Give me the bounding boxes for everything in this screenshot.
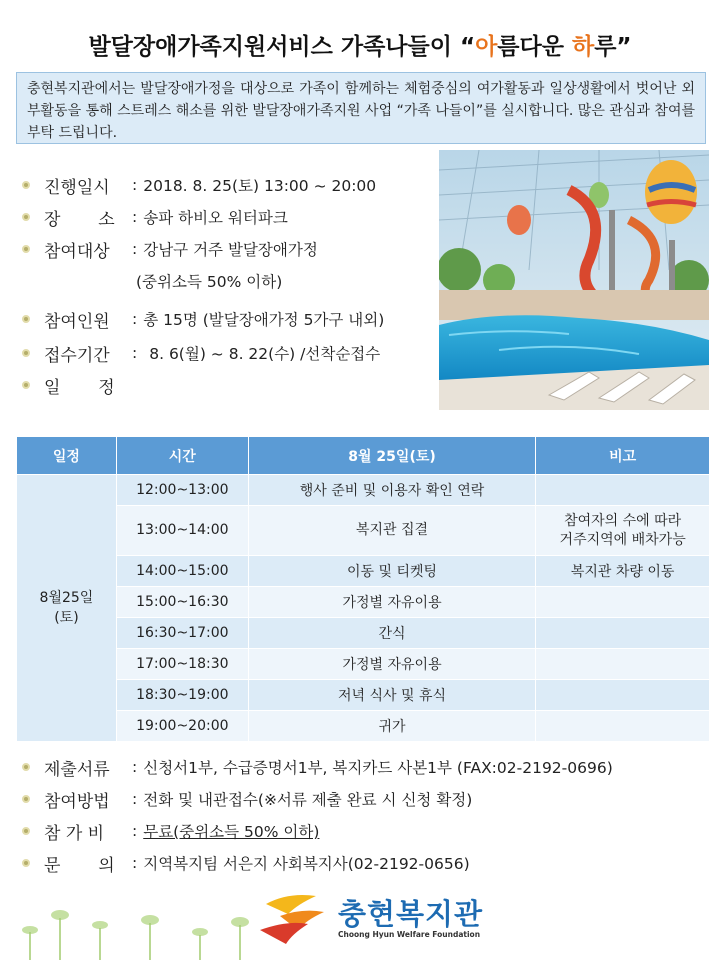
table-row — [17, 475, 710, 506]
info-row-schedule — [22, 370, 136, 400]
info-value: 무료(중위소득 50% 이하) — [143, 823, 320, 841]
bullet-icon — [22, 181, 30, 189]
table-row — [17, 618, 710, 649]
table-row — [17, 649, 710, 680]
bullet-icon — [22, 795, 30, 803]
footer-row-fee — [22, 816, 319, 846]
page-title — [0, 28, 720, 61]
activity-cell: 간식 — [248, 618, 536, 649]
info-label: 제출서류 — [44, 759, 110, 780]
colon: : — [132, 822, 138, 840]
time-cell: 12:00~13:00 — [116, 475, 248, 506]
info-value: 강남구 거주 발달장애가정 — [143, 241, 318, 259]
date-line: (토) — [54, 610, 79, 626]
bullet-icon — [22, 381, 30, 389]
activity-cell: 복지관 집결 — [248, 506, 536, 556]
info-value: 지역복지팀 서은지 사회복지사(02-2192-0656) — [143, 855, 470, 873]
info-value: 8. 6(월) ~ 8. 22(수) /선착순접수 — [149, 345, 381, 363]
table-row — [17, 711, 710, 742]
note-cell — [536, 475, 710, 506]
bullet-icon — [22, 763, 30, 771]
note-line: 거주지역에 배차가능 — [559, 531, 686, 548]
info-label: 일 정 — [44, 377, 115, 398]
colon: : — [132, 790, 138, 808]
info-row-place — [22, 202, 288, 232]
info-row-date — [22, 170, 376, 200]
bullet-icon — [22, 315, 30, 323]
title-text: 름다운 — [497, 34, 572, 60]
colon: : — [132, 854, 138, 872]
logo-subtitle: Choong Hyun Welfare Foundation — [338, 930, 481, 939]
waterpark-photo — [439, 150, 709, 410]
title-accent: 하 — [571, 34, 595, 60]
header-time: 시간 — [116, 437, 248, 475]
footer-row-method — [22, 784, 472, 814]
note-cell — [536, 680, 710, 711]
time-cell: 13:00~14:00 — [116, 506, 248, 556]
activity-cell: 행사 준비 및 이용자 확인 연락 — [248, 475, 536, 506]
note-cell — [536, 711, 710, 742]
time-cell: 14:00~15:00 — [116, 556, 248, 587]
organization-logo — [258, 890, 498, 946]
bullet-icon — [22, 213, 30, 221]
table-row — [17, 587, 710, 618]
intro-box: 충현복지관에서는 발달장애가정을 대상으로 가족이 함께하는 체험중심의 여가활동과 일상생활에서 벗어난 외부활동을 통해 스트레스 해소를 위한 발달장애가족지원 사업 “가족 나들이”를 실시합니다. 많은 관심과 참여를 부탁 드립니다. — [16, 72, 706, 144]
colon: : — [132, 240, 138, 258]
header-date: 일정 — [17, 437, 117, 475]
schedule-table — [16, 436, 710, 742]
info-label: 참 가 비 — [44, 823, 105, 844]
title-accent: 아 — [475, 34, 498, 60]
title-text: 루” — [594, 34, 632, 60]
table-row — [17, 506, 710, 556]
time-cell: 19:00~20:00 — [116, 711, 248, 742]
header-note: 비고 — [536, 437, 710, 475]
activity-cell: 가정별 자유이용 — [248, 587, 536, 618]
info-label: 참여인원 — [44, 311, 110, 332]
info-value: 송파 하비오 워터파크 — [143, 209, 288, 227]
info-label: 장 소 — [44, 209, 115, 230]
time-cell: 18:30~19:00 — [116, 680, 248, 711]
info-value: 총 15명 (발달장애가정 5가구 내외) — [143, 311, 385, 329]
date-line: 8월25일 — [39, 590, 94, 606]
info-value: 2018. 8. 25(토) 13:00 ~ 20:00 — [143, 177, 377, 195]
note-cell — [536, 587, 710, 618]
info-row-target-note — [22, 266, 282, 296]
time-cell: 17:00~18:30 — [116, 649, 248, 680]
note-cell — [536, 618, 710, 649]
info-row-count — [22, 304, 384, 334]
info-label: 참여대상 — [44, 241, 110, 262]
logo-name: 충현복지관 — [338, 897, 484, 931]
info-label: 진행일시 — [44, 177, 110, 198]
colon: : — [132, 208, 138, 226]
info-value: (중위소득 50% 이하) — [136, 273, 283, 291]
table-header-row — [17, 437, 710, 475]
colon: : — [132, 344, 138, 362]
note-cell: 복지관 차량 이동 — [536, 556, 710, 587]
activity-cell: 귀가 — [248, 711, 536, 742]
info-value: 전화 및 내관접수(※서류 제출 완료 시 신청 확정) — [143, 791, 473, 809]
info-value: 신청서1부, 수급증명서1부, 복지카드 사본1부 (FAX:02-2192-0696) — [143, 759, 613, 777]
date-cell — [17, 475, 117, 742]
note-cell — [536, 506, 710, 556]
info-label: 참여방법 — [44, 791, 110, 812]
info-label: 문 의 — [44, 855, 115, 876]
colon: : — [132, 758, 138, 776]
colon: : — [132, 310, 138, 328]
waterpark-illustration — [439, 150, 709, 410]
grass-decoration — [0, 860, 280, 960]
bullet-icon — [22, 245, 30, 253]
info-row-period — [22, 338, 380, 368]
colon: : — [132, 176, 138, 194]
table-row — [17, 680, 710, 711]
footer-row-documents — [22, 752, 613, 782]
logo-mark-icon — [258, 890, 334, 946]
note-cell — [536, 649, 710, 680]
bullet-icon — [22, 827, 30, 835]
info-label: 접수기간 — [44, 345, 110, 366]
activity-cell: 가정별 자유이용 — [248, 649, 536, 680]
header-activity: 8월 25일(토) — [248, 437, 536, 475]
note-line: 참여자의 수에 따라 — [564, 512, 682, 529]
time-cell: 15:00~16:30 — [116, 587, 248, 618]
activity-cell: 이동 및 티켓팅 — [248, 556, 536, 587]
activity-cell: 저녁 식사 및 휴식 — [248, 680, 536, 711]
title-text: 발달장애가족지원서비스 가족나들이 “ — [88, 34, 476, 60]
info-row-target — [22, 234, 318, 264]
bullet-icon — [22, 349, 30, 357]
table-row — [17, 556, 710, 587]
time-cell: 16:30~17:00 — [116, 618, 248, 649]
